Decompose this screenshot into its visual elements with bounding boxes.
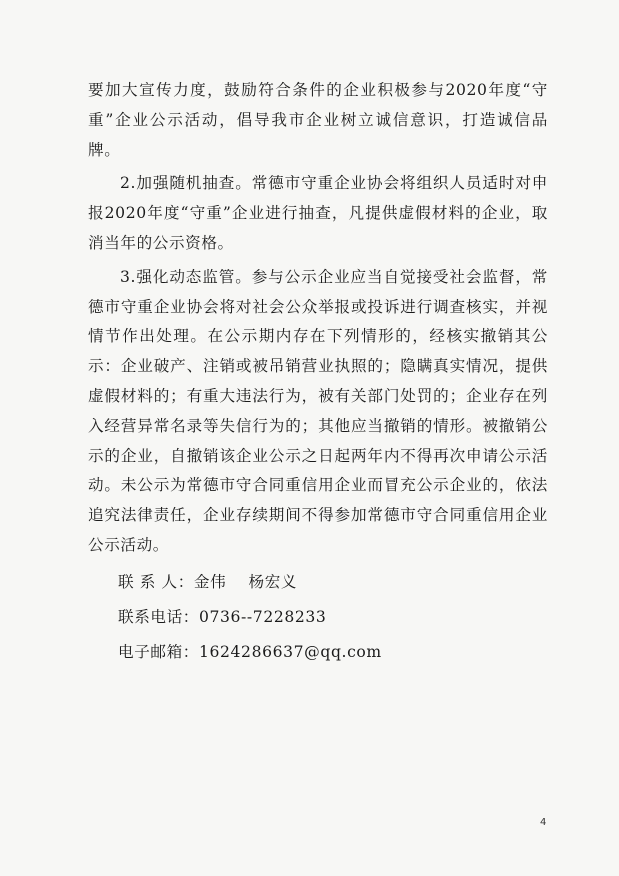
contact-phone: 联系电话：0736--7228233 — [118, 607, 327, 626]
contact-email: 电子邮箱：1624286637@qq.com — [118, 642, 382, 661]
paragraph-continuation: 要加大宣传力度，鼓励符合条件的企业积极参与2020年度“守重”企业公示活动，倡导我市企业树立诚信意识，打造诚信品牌。 — [88, 81, 548, 159]
paragraph-dynamic-supervision: 3.强化动态监管。参与公示企业应当自觉接受社会监督，常德市守重企业协会将对社会公众举报或投诉进行调查核实，并视情节作出处理。在公示期内存在下列情形的，经核实撤销其公示：企业破产、注销或被吊销营业执照的；隐瞒真实情况，提供虚假材料的；有重大违法行为，被有关部门处罚的；企业存在列入经营异常名录等失信行为的；其他应当撤销的情形。被撤销公示的企业，自撤销该企业公示之日起两年内不得再次申请公示活动。未公示为常德市守合同重信用企业而冒充公示企业的，依法追究法律责任，企业存续期间不得参加常德市守合同重信用企业公示活动。 — [88, 267, 548, 554]
contact-person: 联 系 人：金伟 杨宏义 — [118, 572, 298, 591]
document-body — [88, 76, 548, 670]
page-number: 4 — [540, 817, 547, 828]
paragraph-random-inspection: 2.加强随机抽查。常德市守重企业协会将组织人员适时对申报2020年度“守重”企业进行抽查，凡提供虚假材料的企业，取消当年的公示资格。 — [88, 174, 548, 252]
